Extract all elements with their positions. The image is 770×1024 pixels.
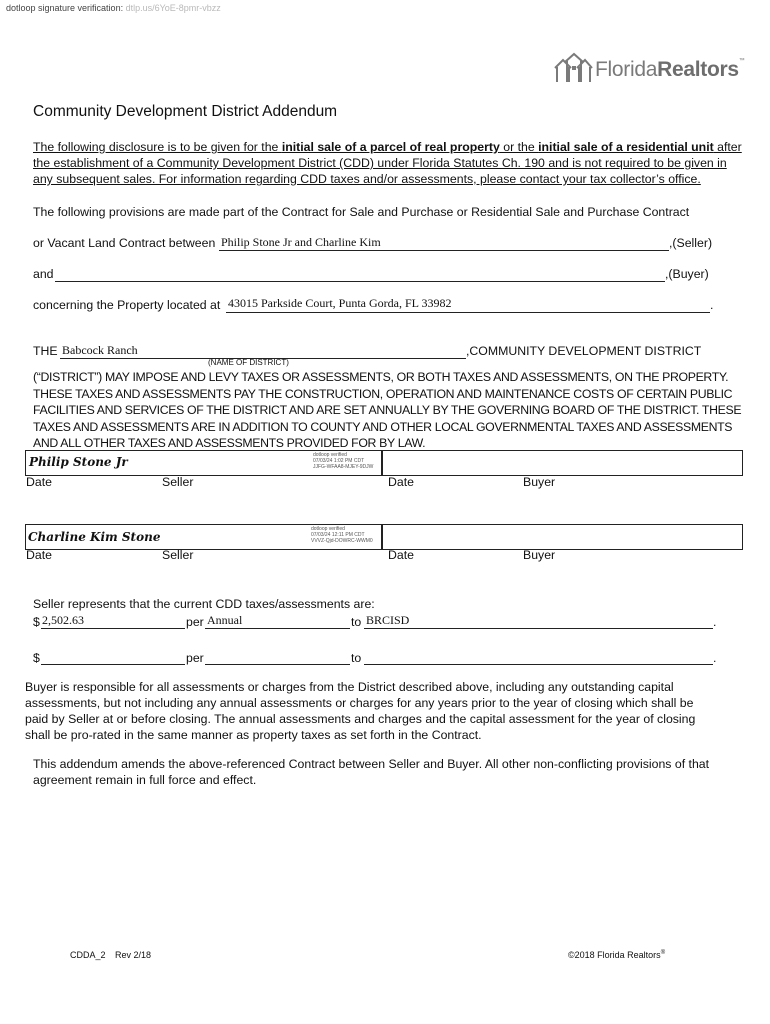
page-title: Community Development District Addendum (33, 103, 338, 120)
end-period: . (713, 651, 717, 665)
dollar-sign: $ (33, 651, 40, 665)
buyer-suffix: ,(Buyer) (665, 267, 709, 281)
provisions-text: The following provisions are made part of the Contract for Sale and Purchase or Residential Sale and Purchase Contract (33, 205, 690, 219)
property-suffix: . (710, 298, 714, 312)
signature-box-1 (25, 450, 743, 476)
copyright: ©2018 Florida Realtors® (568, 950, 666, 960)
to-field[interactable]: BRCISD (366, 613, 410, 627)
seller-field[interactable]: Philip Stone Jr and Charline Kim (221, 235, 381, 249)
district-name-caption: (NAME OF DISTRICT) (208, 358, 289, 367)
seller-suffix: ,(Seller) (669, 236, 713, 250)
property-field[interactable]: 43015 Parkside Court, Punta Gorda, FL 33982 (228, 296, 452, 310)
dollar-sign: $ (33, 615, 40, 629)
dotloop-stamp-1: dotloop verified 07/03/24 1:02 PM CDT JJFG-WFAA8-MJEY-9DJW (313, 452, 374, 470)
seller-label: Seller (162, 475, 194, 489)
per-field[interactable]: Annual (207, 613, 243, 627)
date-label: Date (26, 475, 52, 489)
amendment-text: This addendum amends the above-referenced Contract between Seller and Buyer. All other non-conflicting provisions of that agreement remain in full force and effect. (33, 757, 710, 787)
buyer-label: Buyer (523, 475, 556, 489)
date-label: Date (26, 548, 52, 562)
seller-signature-1[interactable]: Philip Stone Jr (29, 455, 128, 469)
seller-signature-2[interactable]: Charline Kim Stone (28, 530, 161, 544)
verification-url[interactable]: dtlp.us/6YoE-8pmr-vbzz (125, 3, 221, 13)
district-name-field[interactable]: Babcock Ranch (62, 343, 138, 357)
end-period: . (713, 615, 717, 629)
to-label: to (351, 651, 362, 665)
per-label: per (186, 615, 204, 629)
form-code: CDDA_2 (70, 950, 106, 960)
taxes-intro: Seller represents that the current CDD taxes/assessments are: (33, 597, 375, 611)
the-label: THE (33, 344, 58, 358)
amount-field[interactable]: 2,502.63 (42, 613, 84, 627)
dotloop-stamp-2: dotloop verified 07/03/24 12:11 PM CDT VVVZ-Qjd-DOWRC-WWM0 (311, 526, 373, 544)
and-label: and (33, 267, 54, 281)
buyer-label: Buyer (523, 548, 556, 562)
date-label: Date (388, 548, 414, 562)
florida-realtors-logo (553, 52, 743, 88)
verification-label: dotloop signature verification: (6, 3, 124, 13)
verification-line (6, 3, 221, 13)
district-suffix: ,COMMUNITY DEVELOPMENT DISTRICT (466, 344, 702, 358)
date-label: Date (388, 475, 414, 489)
district-disclosure: (“DISTRICT”) MAY IMPOSE AND LEVY TAXES OR ASSESSMENTS, OR BOTH TAXES AND ASSESSMENTS, ON THE PROPERTY. THESE TAXES AND ASSESSMENTS PAY THE CONSTRUCTION, OPERATION AND MAINTENANCE COSTS OF CERTAIN PUBLIC FACILITIES AND SERVICES OF THE DISTRICT AND ARE SET ANNUALLY BY THE GOVERNING BOARD OF THE DISTRICT. THESE TAXES AND ASSESSMENTS ARE IN ADDITION TO COUNTY AND OTHER LOCAL GOVERNMENTAL TAXES AND ASSESSMENTS AND ALL OTHER TAXES AND ASSESSMENTS PROVIDED FOR BY LAW. (33, 370, 742, 450)
logo-wordmark: FloridaRealtors™ (595, 58, 745, 81)
houses-icon (553, 52, 593, 86)
seller-label: Seller (162, 548, 194, 562)
to-label: to (351, 615, 362, 629)
between-label: or Vacant Land Contract between (33, 236, 216, 250)
revision: Rev 2/18 (115, 950, 152, 960)
buyer-responsibility: Buyer is responsible for all assessments or charges from the District described above, including any outstanding capital assessments, but not including any annual assessments or charges for any years prior to the year of closing which shall be paid by Seller at or before closing. The annual assessments and charges and the capital assessment for the year of closing shall be pro-rated in the same manner as property taxes as set forth in the Contract. (25, 680, 696, 742)
property-label: concerning the Property located at (33, 298, 221, 312)
per-label: per (186, 651, 204, 665)
intro-paragraph: The following disclosure is to be given for the initial sale of a parcel of real property or the initial sale of a residential unit after the establishment of a Community Development District (CDD) under Florida Statutes Ch. 190 and is not required to be given in any subsequent sales. For information regarding CDD taxes and/or assessments, please contact your tax collector’s office. (33, 140, 742, 186)
